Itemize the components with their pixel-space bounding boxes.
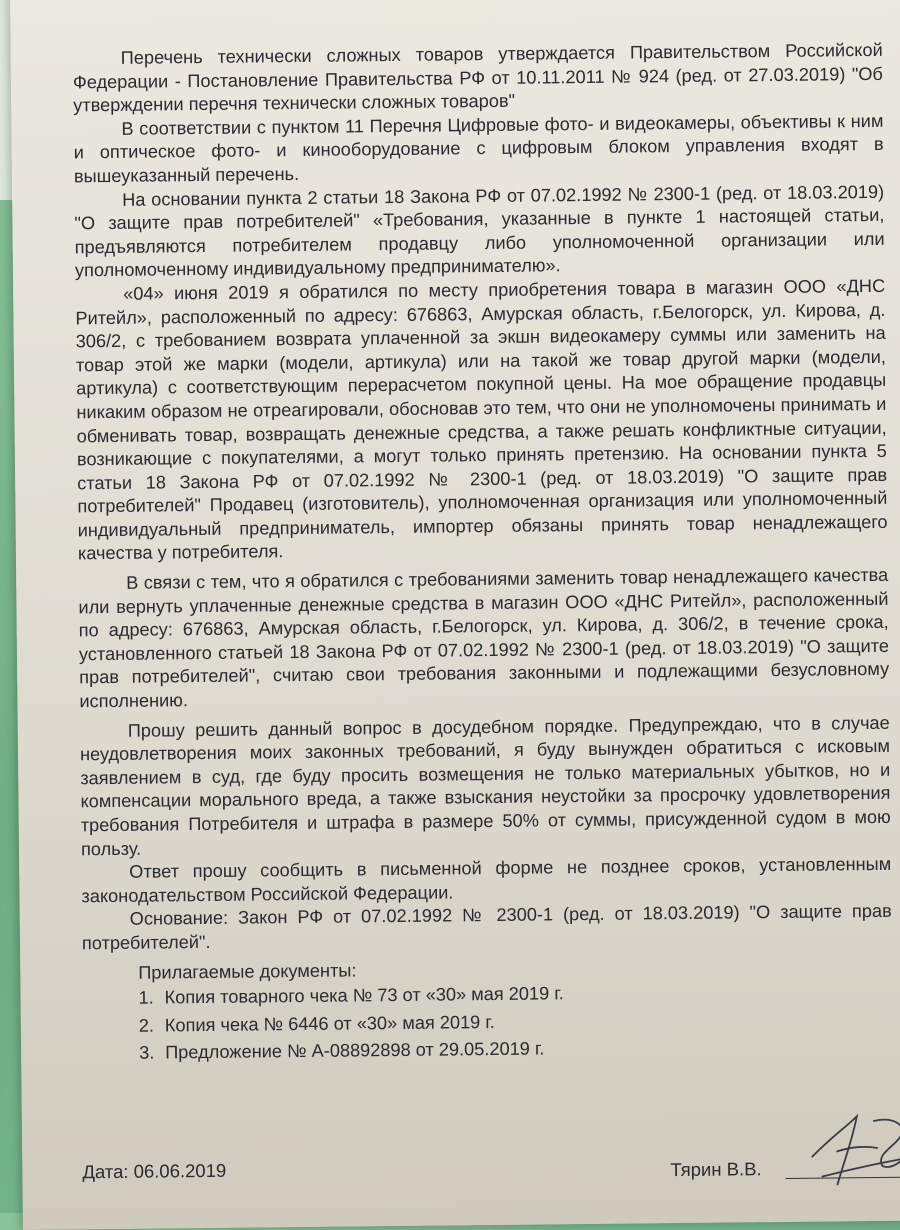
attachments-title: Прилагаемые документы: xyxy=(138,959,357,983)
paragraph-5: В связи с тем, что я обратился с требованиями заменить товар ненадлежащего качества или вернуть уплаченные денежные средства в магазин ООО «ДНС Ритейл», расположенный по адресу: 676863, Амурская область, г.Белогорск, ул. Кирова, д. 306/2, в течение срока, установленного статьей 18 Закона РФ от 07.02.1992 № 2300-1 (ред. от 18.03.2019) "О защите прав потребителей", считаю свои требования законными и подлежащими безусловному исполнению. xyxy=(78,564,890,712)
paragraph-1: Перечень технически сложных товаров утверждается Правительством Российской Федерации - Постановление Правительства РФ от 10.11.2011 № 924 (ред. от 27.03.2019) "Об утверждении перечня технически сложных товаров" xyxy=(72,39,884,116)
signatory-name: Тярин В.В. xyxy=(670,1158,762,1181)
list-item xyxy=(139,1007,893,1038)
paragraph-3: На основании пункта 2 статьи 18 Закона РФ от 07.02.1992 № 2300-1 (ред. от 18.03.2019) "О защите прав потребителей" «Требования, указанные в пункте 1 настоящей статьи, предъявляются потребителем продавцу либо уполномоченной организации или уполномоченному индивидуальному предпринимателю». xyxy=(74,181,885,281)
handwritten-signature xyxy=(802,1096,900,1192)
document-date: Дата: 06.06.2019 xyxy=(82,1159,227,1183)
list-item-number: 3. xyxy=(139,1042,155,1064)
paragraph-7: Ответ прошу сообщить в письменной форме не позднее сроков, установленным законодательством Российской Федерации. xyxy=(81,854,892,907)
document-body xyxy=(73,39,894,1070)
paragraph-4: «04» июня 2019 я обратился по месту приобретения товара в магазин ООО «ДНС Ритейл», расположенный по адресу: 676863, Амурская область, г.Белогорск, ул. Кирова, д. 306/2, с требованием возврата уплаченной за экшн видеокамеру суммы или заменить на товар этой же марки (модели, артикула) или на такой же товар другой марки (модели, артикула) с соответствующим перерасчетом покупной цены. На мое обращение продавцы никаким образом не отреагировали, обосновав это тем, что они не уполномочены принимать и обменивать товар, возвращать денежные средства, а также решать конфликтные ситуации, возникающие с покупателями, а могут только принять претензию. На основании пункта 5 статьи 18 Закона РФ от 07.02.1992 № 2300-1 (ред. от 18.03.2019) "О защите прав потребителей" Продавец (изготовитель), уполномоченная организация или уполномоченный индивидуальный предприниматель, импортер обязаны принять товар ненадлежащего качества у потребителя. xyxy=(75,275,888,564)
list-item-text: Копия товарного чека № 73 от «30» мая 2019 г. xyxy=(164,983,564,1008)
document-sheet xyxy=(10,0,900,1230)
paragraph-8: Основание: Закон РФ от 07.02.1992 № 2300-1 (ред. от 18.03.2019) "О защите прав потребителей". xyxy=(81,901,892,954)
list-item-text: Копия чека № 6446 от «30» мая 2019 г. xyxy=(164,1011,495,1036)
list-item xyxy=(139,1034,893,1065)
list-item-text: Предложение № А-08892898 от 29.05.2019 г. xyxy=(165,1038,545,1063)
list-item xyxy=(138,979,892,1010)
paragraph-6: Прошу решить данный вопрос в досудебном порядке. Предупреждаю, что в случае неудовлетворения моих законных требований, я буду вынужден обратиться с исковым заявлением в суд, где буду просить возмещения не только материальных убытков, но и компенсации морального вреда, а также взыскания неустойки за просрочку удовлетворения требования Потребителя и штрафа в размере 50% от суммы, присужденной судом в мою пользу. xyxy=(79,712,891,859)
list-item-number: 1. xyxy=(138,987,154,1008)
attachments-list xyxy=(82,979,893,1066)
list-item-number: 2. xyxy=(138,1015,155,1036)
paragraph-2: В соответствии с пунктом 11 Перечня Цифровые фото- и видеокамеры, объективы к ним и оптическое фото- и кинооборудование с цифровым блоком управления входят в вышеуказанный перечень. xyxy=(73,110,884,187)
